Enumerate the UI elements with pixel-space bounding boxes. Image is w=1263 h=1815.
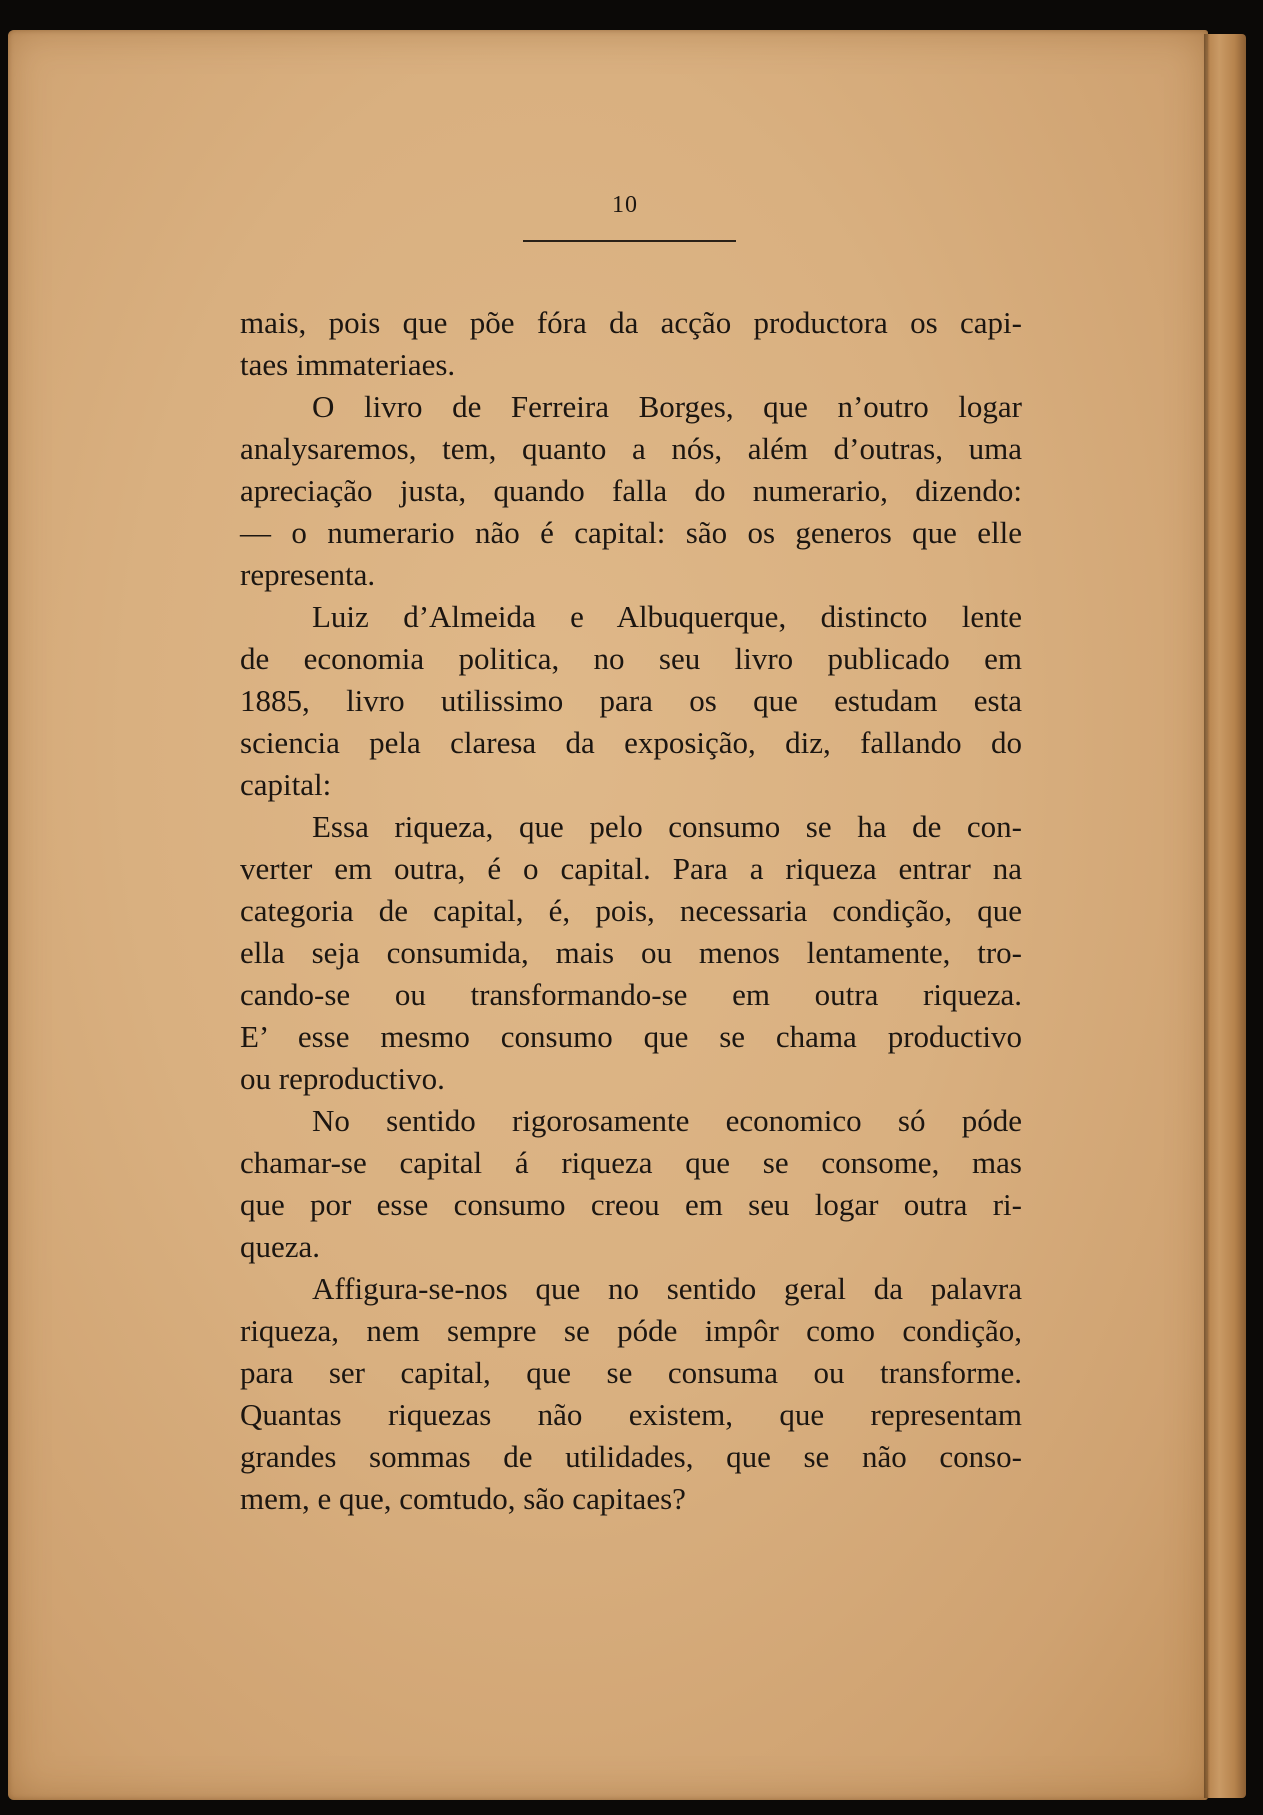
text-line: Essa riqueza, que pelo consumo se ha de con- [312,809,1022,844]
text-line: No sentido rigorosamente economico só póde [312,1103,1022,1138]
text-line: cando-se ou transformando-se em outra riqueza. [240,977,1022,1012]
text-line: 1885, livro utilissimo para os que estudam esta [240,683,1022,718]
text-line: — o numerario não é capital: são os generos que elle [240,515,1022,550]
text-line: apreciação justa, quando falla do numerario, dizendo: [240,473,1022,508]
text-line: queza. [240,1229,321,1264]
text-line: O livro de Ferreira Borges, que n’outro logar [312,389,1022,424]
text-line: para ser capital, que se consuma ou transforme. [240,1355,1022,1390]
text-line: mais, pois que põe fóra da acção productora os capi- [240,305,1022,340]
header-rule [523,240,736,242]
text-line: verter em outra, é o capital. Para a riqueza entrar na [240,851,1022,886]
text-line: chamar-se capital á riqueza que se consome, mas [240,1145,1022,1180]
text-line: Luiz d’Almeida e Albuquerque, distincto lente [312,599,1022,634]
page-number: 10 [612,192,638,218]
text-line: sciencia pela claresa da exposição, diz, fallando do [240,725,1022,760]
text-line: representa. [240,557,376,592]
text-line: de economia politica, no seu livro publicado em [240,641,1022,676]
text-line: Quantas riquezas não existem, que representam [240,1397,1022,1432]
text-line: categoria de capital, é, pois, necessaria condição, que [240,893,1022,928]
page-fold-shadow [1204,34,1210,1798]
text-line: ou reproductivo. [240,1061,445,1096]
text-line: analysaremos, tem, quanto a nós, além d’outras, uma [240,431,1022,466]
text-line: mem, e que, comtudo, são capitaes? [240,1481,686,1516]
text-line: capital: [240,767,332,802]
text-line: riqueza, nem sempre se póde impôr como condição, [240,1313,1022,1348]
text-line: taes immateriaes. [240,347,456,382]
text-line: que por esse consumo creou em seu logar outra ri- [240,1187,1022,1222]
next-page-edge [1208,34,1246,1798]
text-line: grandes sommas de utilidades, que se não conso- [240,1439,1022,1474]
text-line: Affigura-se-nos que no sentido geral da palavra [312,1271,1022,1306]
text-line: E’ esse mesmo consumo que se chama productivo [240,1019,1022,1054]
text-line: ella seja consumida, mais ou menos lentamente, tro- [240,935,1022,970]
body-text [240,302,1022,1520]
